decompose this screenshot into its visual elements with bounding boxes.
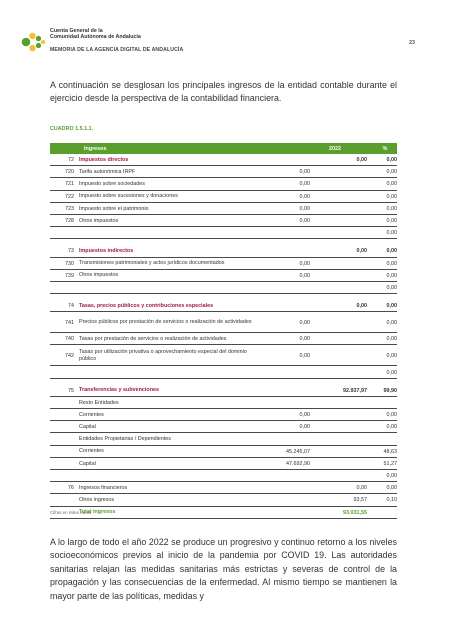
row-value-detail: 0,00 xyxy=(299,319,310,326)
row-value-detail: 0,00 xyxy=(299,169,310,176)
row-label: Impuestos directos xyxy=(79,156,129,163)
row-label: Tasas por utilización privativa o aprovechamiento especial del dominio público xyxy=(79,349,247,362)
row-percent: 51,27 xyxy=(383,460,397,467)
header-organization xyxy=(50,28,141,41)
row-code: 723 xyxy=(65,205,74,212)
row-value-subtotal: 0,00 xyxy=(356,248,367,255)
row-label: Entidades Propietarias / Dependientes xyxy=(79,436,171,443)
row-value-detail: 0,00 xyxy=(299,412,310,419)
table-row xyxy=(50,270,397,282)
row-value-subtotal: 0,00 xyxy=(356,303,367,310)
row-label: Impuesto sobre el patrimonio xyxy=(79,205,149,212)
row-percent: 0,00 xyxy=(386,218,397,225)
table-row xyxy=(50,482,397,494)
row-label: Impuesto sobre sucesiones y donaciones xyxy=(79,193,178,200)
row-label: Impuesto sobre sociedades xyxy=(79,181,145,188)
row-code: 728 xyxy=(65,218,74,225)
table-row xyxy=(50,300,397,312)
row-percent: 99,90 xyxy=(383,387,397,394)
row-percent: 0,00 xyxy=(386,424,397,431)
row-label: Tasas, precios públicos y contribuciones especiales xyxy=(79,302,214,309)
row-code: 741 xyxy=(65,319,74,326)
row-label: Corrientes xyxy=(79,411,104,418)
header-org-line2: Comunidad Autónoma de Andalucía xyxy=(50,34,141,41)
row-percent: 0,00 xyxy=(386,336,397,343)
column-header-year: 2022 xyxy=(329,145,341,152)
table-row xyxy=(50,258,397,270)
junta-andalucia-logo xyxy=(20,31,46,53)
intro-paragraph: A continuación se desglosan los principales ingresos de la entidad contable durante el ejercicio desde la perspectiva de la contabilidad financiera. xyxy=(50,80,397,104)
table-row xyxy=(50,154,397,166)
row-percent: 0,00 xyxy=(386,230,397,237)
row-percent: 0,00 xyxy=(386,272,397,279)
row-code: 722 xyxy=(65,193,74,200)
row-value-detail: 0,00 xyxy=(299,352,310,359)
table-row xyxy=(50,178,397,190)
row-code: 72 xyxy=(68,157,74,164)
row-percent: 0,00 xyxy=(386,157,397,164)
row-label: Precios públicos por prestación de servicios o realización de actividades xyxy=(79,319,252,326)
row-percent: 48,63 xyxy=(383,448,397,455)
row-label: Impuestos indirectos xyxy=(79,248,134,255)
table-row xyxy=(50,458,397,470)
row-label: Transmisiones patrimoniales y actos jurídicos documentados xyxy=(79,260,225,267)
row-percent: 0,00 xyxy=(386,352,397,359)
table-row xyxy=(50,312,397,333)
row-code: 73 xyxy=(68,248,74,255)
table-row xyxy=(50,470,397,482)
row-label: Capital xyxy=(79,460,96,467)
row-percent: 0,00 xyxy=(386,169,397,176)
row-code: 76 xyxy=(68,485,74,492)
row-label: Resto Entidades xyxy=(79,399,119,406)
row-value-subtotal: 93,57 xyxy=(353,497,367,504)
row-code: 742 xyxy=(65,352,74,359)
income-table xyxy=(50,143,397,519)
table-row xyxy=(50,345,397,366)
row-percent: 0,00 xyxy=(386,412,397,419)
table-row xyxy=(50,385,397,397)
row-label: Otros ingresos xyxy=(79,497,115,504)
table-caption: CUADRO 1.5.1.1. xyxy=(50,126,94,132)
row-value-detail: 0,00 xyxy=(299,424,310,431)
row-percent: 0,00 xyxy=(386,260,397,267)
table-row xyxy=(50,245,397,257)
table-row xyxy=(50,227,397,239)
row-value-detail: 0,00 xyxy=(299,272,310,279)
table-row xyxy=(50,409,397,421)
row-percent: 0,00 xyxy=(386,473,397,480)
table-header xyxy=(50,143,397,154)
table-row xyxy=(50,446,397,458)
header-subtitle: MEMORIA DE LA AGENCIA DIGITAL DE ANDALUCÍA xyxy=(50,47,184,53)
row-percent: 0,10 xyxy=(386,497,397,504)
table-row xyxy=(50,421,397,433)
table-row xyxy=(50,433,397,445)
row-code: 740 xyxy=(65,336,74,343)
row-value-detail: 45.245,07 xyxy=(286,448,310,455)
row-percent: 0,00 xyxy=(386,193,397,200)
row-value-subtotal: 0,00 xyxy=(356,485,367,492)
row-label: Otros impuestos xyxy=(79,272,119,279)
page-number: 23 xyxy=(409,40,415,46)
row-percent: 0,00 xyxy=(386,303,397,310)
table-row xyxy=(50,282,397,294)
row-value-detail: 0,00 xyxy=(299,193,310,200)
table-row xyxy=(50,397,397,409)
row-label: Corrientes xyxy=(79,448,104,455)
row-code: 75 xyxy=(68,387,74,394)
row-value-subtotal: 93.031,55 xyxy=(343,509,367,516)
row-label: Transferencias y subvenciones xyxy=(79,387,159,394)
row-value-subtotal: 92.937,97 xyxy=(343,387,367,394)
table-row xyxy=(50,333,397,345)
row-label: Capital xyxy=(79,423,96,430)
table-row xyxy=(50,215,397,227)
table-body xyxy=(50,154,397,519)
row-percent: 0,00 xyxy=(386,205,397,212)
row-code: 721 xyxy=(65,181,74,188)
row-label: Total ingresos xyxy=(79,509,116,516)
row-value-detail: 47.692,90 xyxy=(286,460,310,467)
row-label: Ingresos financieros xyxy=(79,484,128,491)
row-value-detail: 0,00 xyxy=(299,260,310,267)
table-row xyxy=(50,366,397,378)
row-value-detail: 0,00 xyxy=(299,218,310,225)
row-label: Otros impuestos xyxy=(79,217,119,224)
row-value-detail: 0,00 xyxy=(299,205,310,212)
row-percent: 0,00 xyxy=(386,485,397,492)
table-row xyxy=(50,494,397,506)
row-percent: 0,00 xyxy=(386,248,397,255)
row-value-subtotal: 0,00 xyxy=(356,157,367,164)
row-label: Tarifa autonómica IRPF xyxy=(79,168,136,175)
row-percent: 0,00 xyxy=(386,369,397,376)
row-value-detail: 0,00 xyxy=(299,181,310,188)
row-code: 74 xyxy=(68,303,74,310)
row-percent: 0,00 xyxy=(386,319,397,326)
row-code: 720 xyxy=(65,169,74,176)
row-percent: 0,00 xyxy=(386,181,397,188)
column-header-percent: % xyxy=(382,145,388,152)
row-label: Tasas por prestación de servicios o realización de actividades xyxy=(79,336,227,343)
table-row xyxy=(50,203,397,215)
closing-paragraph: A lo largo de todo el año 2022 se produce un progresivo y continuo retorno a los niveles socioeconómicos previos al inicio de la pandemia por COVID 19. Las autoridades sanitarias relajan las medidas sanitarias más estrictas y severas de control de la propagación y las consecuencias de la enfermedad. Al mismo tiempo se mantienen la mayor parte de las políticas, medidas y xyxy=(50,537,397,601)
table-row xyxy=(50,191,397,203)
column-header-ingresos: Ingresos xyxy=(84,145,107,152)
table-note: Cifras en miles euros xyxy=(50,510,92,515)
row-percent: 0,00 xyxy=(386,284,397,291)
row-value-detail: 0,00 xyxy=(299,336,310,343)
header-org-line1: Cuenta General de la xyxy=(50,28,103,34)
table-row xyxy=(50,507,397,519)
table-row xyxy=(50,166,397,178)
row-code: 730 xyxy=(65,260,74,267)
row-code: 739 xyxy=(65,272,74,279)
